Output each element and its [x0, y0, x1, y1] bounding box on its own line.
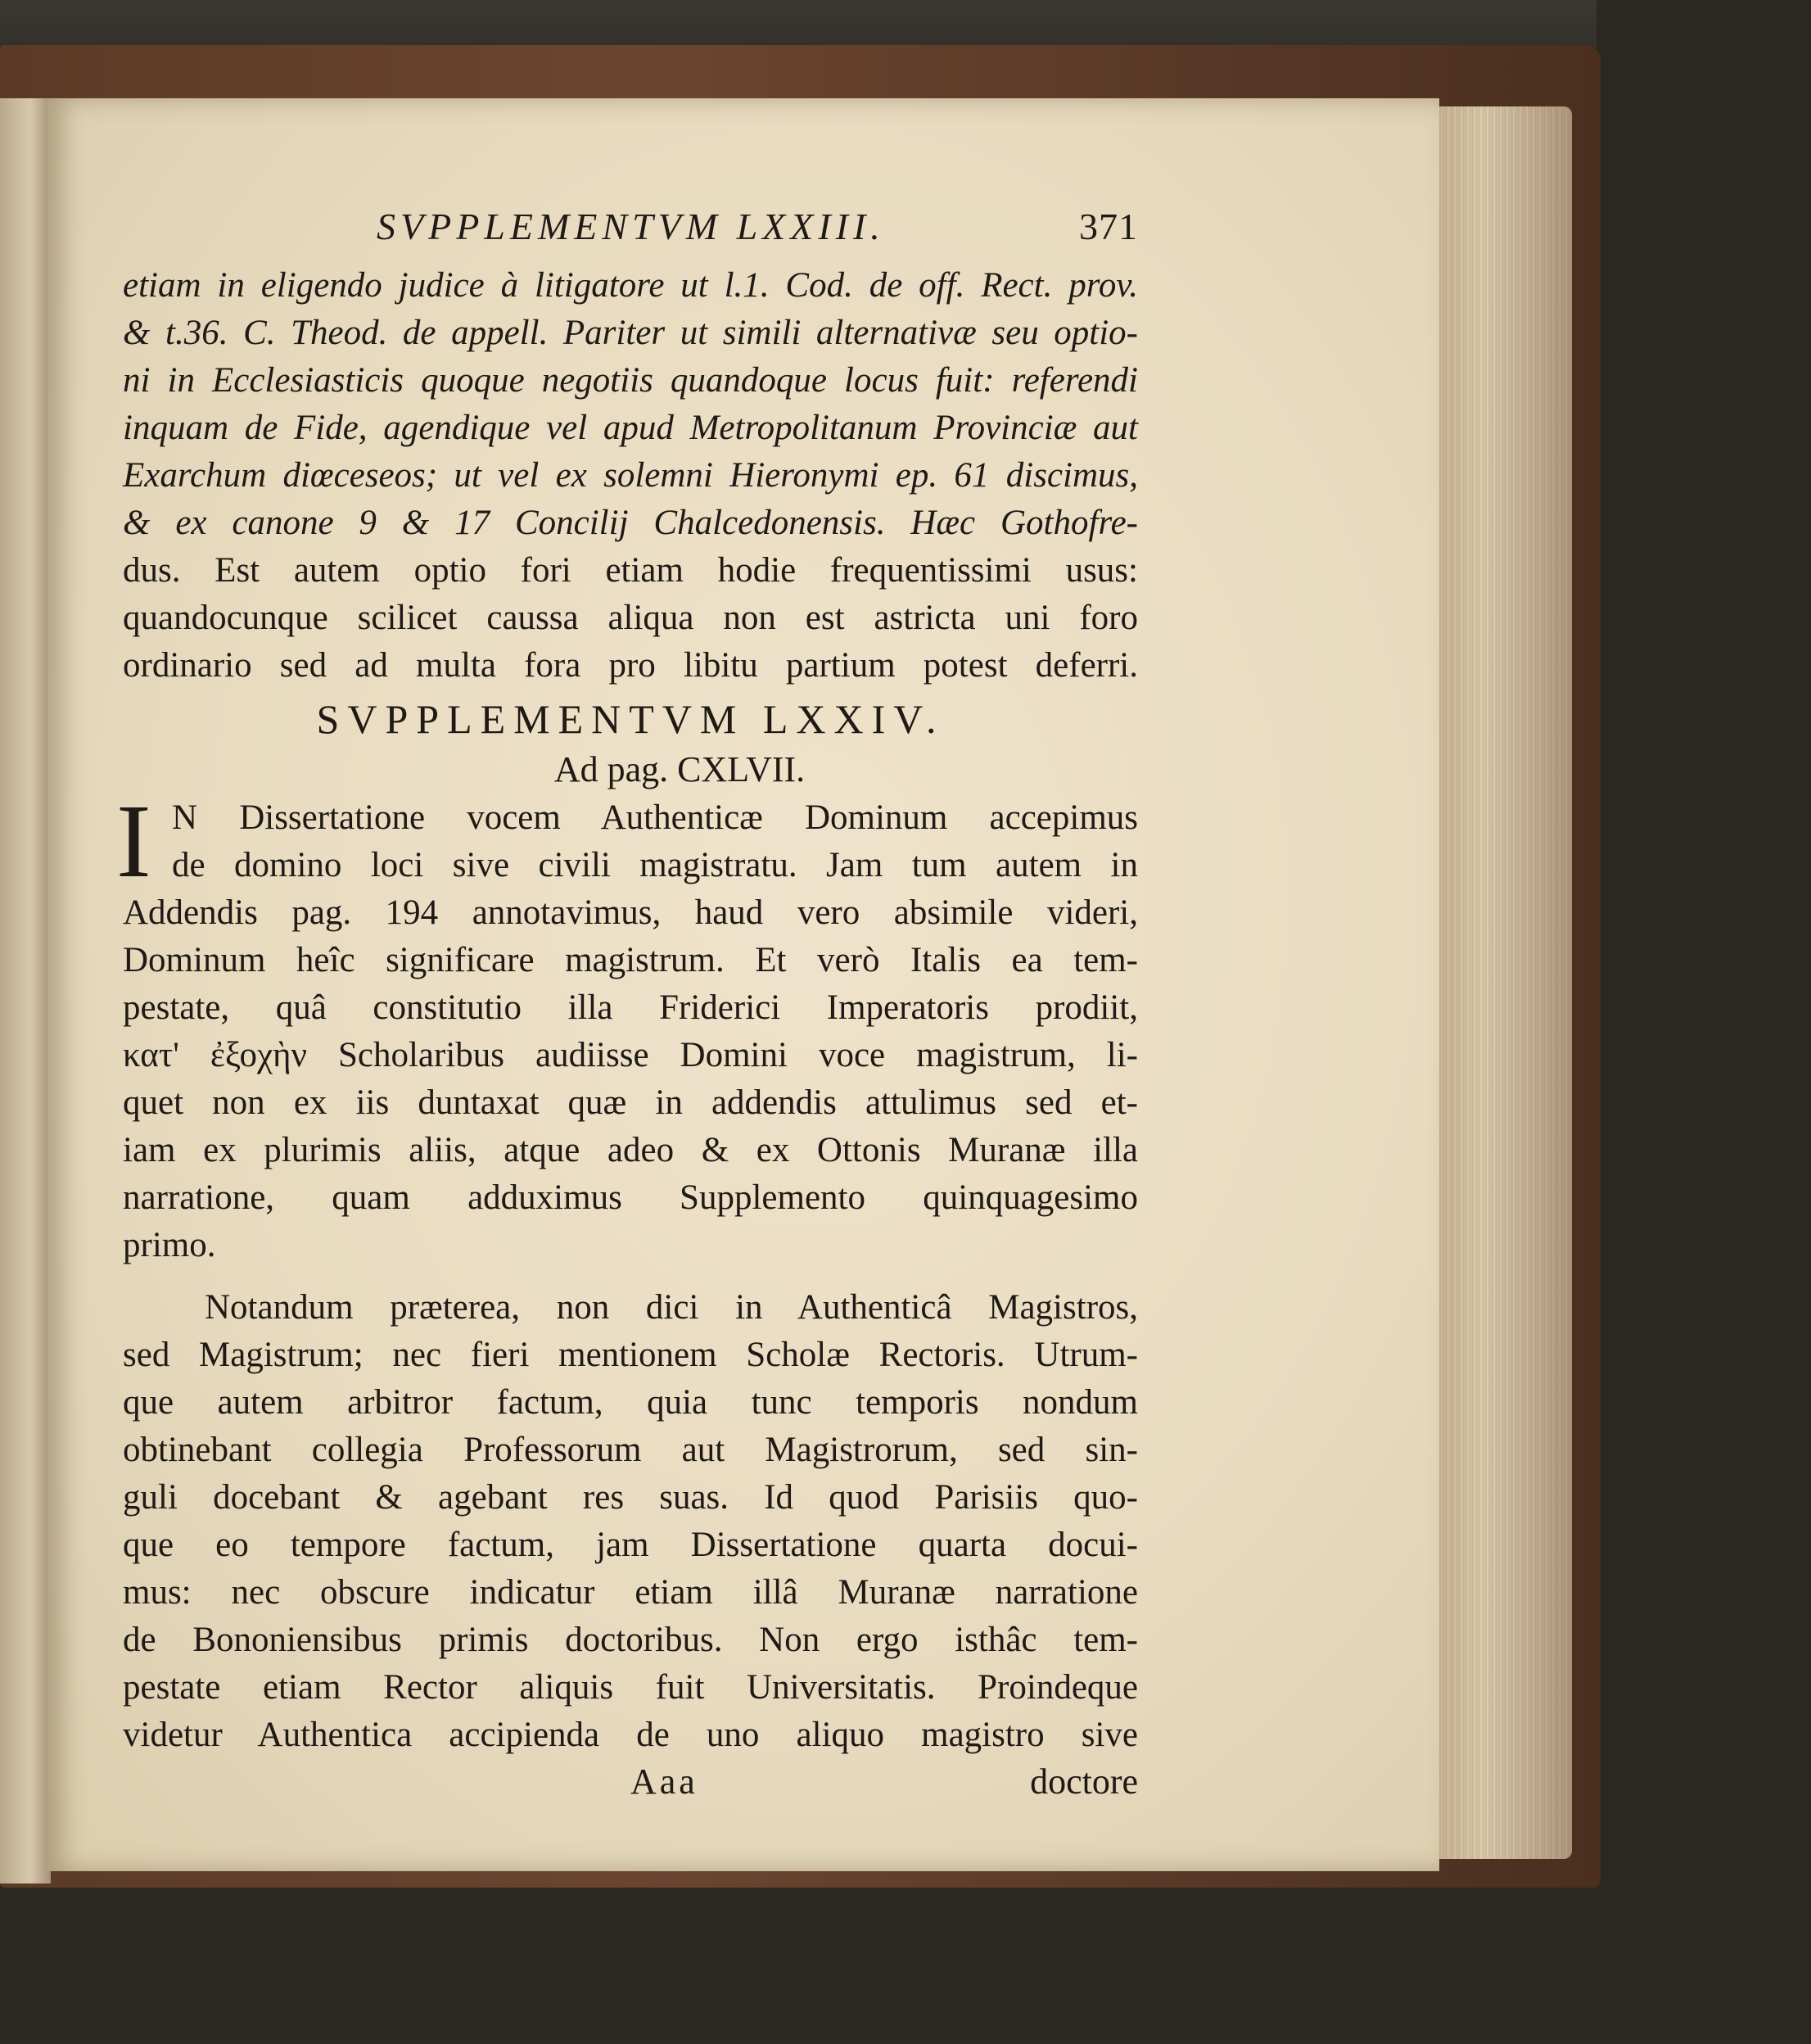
page-fore-edge-shade: [1425, 106, 1572, 1859]
scan-background-right: [1596, 0, 1811, 2044]
text-line: obtinebant collegia Professorum aut Magistrorum, sed sin-: [123, 1431, 1138, 1469]
page-number: 371: [1079, 206, 1138, 247]
text-line: pestate etiam Rector aliquis fuit Universitatis. Proindeque: [123, 1668, 1138, 1707]
left-page-gutter: [0, 98, 51, 1883]
text-line: de Bononiensibus primis doctoribus. Non ergo isthâc tem-: [123, 1621, 1138, 1659]
text-line: dus. Est autem optio fori etiam hodie frequentissimi usus:: [123, 551, 1138, 590]
text-line: mus: nec obscure indicatur etiam illâ Muranæ narratione: [123, 1573, 1138, 1612]
text-line: etiam in eligendo judice à litigatore ut l.1. Cod. de off. Rect. prov.: [123, 266, 1138, 305]
drop-cap: I: [116, 783, 151, 899]
text-line: Addendis pag. 194 annotavimus, haud vero absimile videri,: [123, 893, 1138, 932]
text-line: que eo tempore factum, jam Dissertatione quarta docui-: [123, 1526, 1138, 1564]
text-line: de domino loci sive civili magistratu. Jam tum autem in: [172, 846, 1138, 884]
text-line: inquam de Fide, agendique vel apud Metropolitanum Provinciæ aut: [123, 409, 1138, 447]
text-line: iam ex plurimis aliis, atque adeo & ex Ottonis Muranæ illa: [123, 1131, 1138, 1169]
text-line: & t.36. C. Theod. de appell. Pariter ut simili alternativæ seu optio-: [123, 314, 1138, 352]
text-line: que autem arbitror factum, quia tunc temporis nondum: [123, 1383, 1138, 1422]
text-line: ordinario sed ad multa fora pro libitu partium potest deferri.: [123, 646, 1138, 685]
text-line: videtur Authentica accipienda de uno aliquo magistro sive: [123, 1716, 1138, 1754]
text-line: primo.: [123, 1226, 216, 1264]
signature-mark: Aaa: [630, 1761, 698, 1802]
section-subheading: Ad pag. CXLVII.: [553, 749, 806, 789]
page-footer: [123, 1761, 1138, 1810]
text-line: pestate, quâ constitutio illa Friderici Imperatoris prodiit,: [123, 988, 1138, 1027]
text-line: sed Magistrum; nec fieri mentionem Scholæ Rectoris. Utrum-: [123, 1336, 1138, 1374]
paragraph-2: [123, 1284, 1138, 1759]
text-line: Exarchum diœceseos; ut vel ex solemni Hieronymi ep. 61 discimus,: [123, 456, 1138, 495]
text-line: & ex canone 9 & 17 Concilij Chalcedonensis. Hæc Gothofre-: [123, 504, 1138, 542]
paragraph-1: [116, 783, 1138, 1269]
section-heading: SVPPLEMENTVM LXXIV.: [316, 696, 945, 742]
text-line: quandocunque scilicet caussa aliqua non est astricta uni foro: [123, 599, 1138, 637]
running-head-title: SVPPLEMENTVM LXXIII.: [377, 206, 885, 247]
text-line: quet non ex iis duntaxat quæ in addendis attulimus sed et-: [123, 1083, 1138, 1122]
running-head: [123, 205, 1138, 262]
text-line: Dominum heîc significare magistrum. Et verò Italis ea tem-: [123, 941, 1138, 979]
text-line: Notandum præterea, non dici in Authenticâ Magistros,: [205, 1288, 1138, 1327]
section-1-text: [123, 262, 1138, 690]
text-line: narratione, quam adduximus Supplemento quinquagesimo: [123, 1178, 1138, 1217]
text-line: κατ' ἐξοχὴν Scholaribus audiisse Domini voce magistrum, li-: [123, 1036, 1138, 1074]
text-line: guli docebant & agebant res suas. Id quod Parisiis quo-: [123, 1478, 1138, 1517]
catchword: doctore: [1030, 1761, 1138, 1802]
text-line: ni in Ecclesiasticis quoque negotiis quandoque locus fuit: referendi: [123, 361, 1138, 400]
text-line: N Dissertatione vocem Authenticæ Dominum accepimus: [172, 798, 1138, 837]
text-block: [116, 205, 1138, 1810]
